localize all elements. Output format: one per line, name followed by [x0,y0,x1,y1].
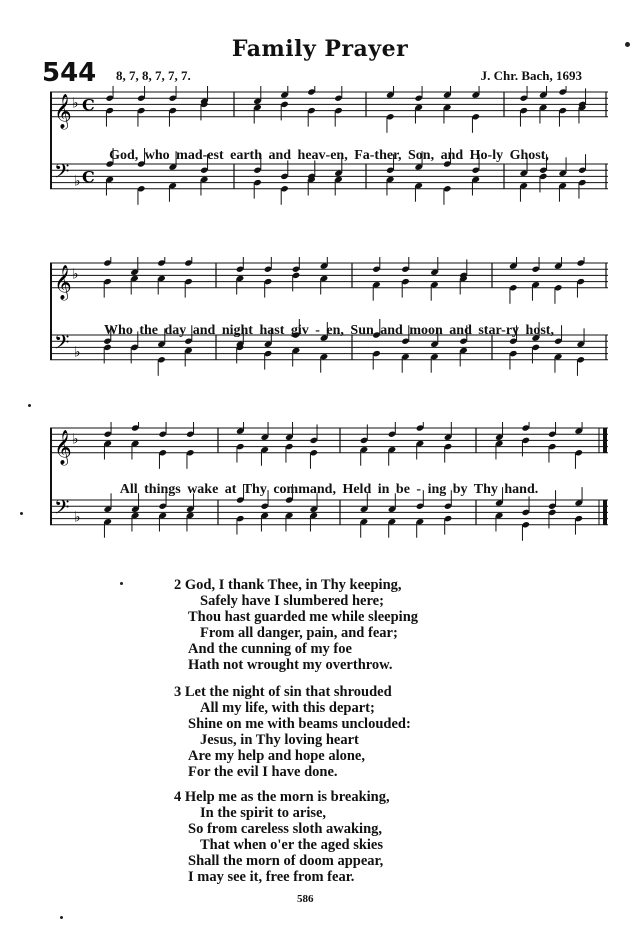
verse-2 [174,577,418,673]
svg-text:♭: ♭ [74,173,81,190]
svg-text:𝄞: 𝄞 [54,429,72,465]
verse-line: 3 Let the night of sin that shrouded [174,684,392,700]
verse-line: Thou hast guarded me while sleeping [188,609,419,625]
page-number: 586 [297,893,314,905]
print-speck [625,42,630,47]
music-system-2 [50,257,608,427]
hymn-meter: 8, 7, 8, 7, 7, 7. [116,68,191,83]
music-system-1 [50,86,608,256]
verse-line: Hath not wrought my overthrow. [188,657,393,673]
verse-line: Are my help and hope alone, [188,748,365,764]
verse-3 [174,684,411,780]
svg-text:𝄢: 𝄢 [54,495,70,524]
svg-text:𝄢: 𝄢 [54,330,70,359]
verse-line: 2 God, I thank Thee, in Thy keeping, [174,577,402,593]
print-speck [120,582,123,585]
svg-text:♭: ♭ [74,344,81,361]
svg-text:C: C [82,95,95,115]
svg-text:♭: ♭ [72,266,79,283]
hymn-number: 544 [42,58,97,88]
print-speck [20,512,23,515]
music-notation [50,257,608,387]
svg-text:𝄞: 𝄞 [54,264,72,300]
svg-text:♭: ♭ [72,95,79,112]
lyric-line-3: All things wake at Thy command, Held in be - ing by Thy hand. [119,482,539,497]
verse-line: All my life, with this depart; [200,700,375,716]
verse-line: Safely have I slumbered here; [200,593,384,609]
lyric-line-1: God, who mad-est earth and heav-en, Fa-ther, Son, and Ho-ly Ghost, [109,148,549,163]
svg-text:𝄢: 𝄢 [54,159,70,188]
hymn-title: Family Prayer [231,36,409,62]
verse-line: From all danger, pain, and fear; [200,625,398,641]
verse-line: I may see it, free from fear. [188,869,355,885]
print-speck [60,916,63,919]
print-speck [28,404,31,407]
svg-text:𝄞: 𝄞 [54,93,72,129]
verse-line: 4 Help me as the morn is breaking, [174,789,390,805]
hymn-composer: J. Chr. Bach, 1693 [480,68,582,83]
svg-text:♭: ♭ [74,509,81,526]
verse-line: Shine on me with beams unclouded: [188,716,411,732]
svg-text:♭: ♭ [72,431,79,448]
verse-line: So from careless sloth awaking, [188,821,383,837]
verse-4 [174,789,390,885]
svg-text:C: C [82,167,95,187]
lyric-line-2: Who the day and night hast giv - en, Sun and moon and star-ry host, [104,323,554,338]
verse-line: That when o'er the aged skies [200,837,384,853]
verse-line: Shall the morn of doom appear, [188,853,384,869]
verse-line: And the cunning of my foe [188,641,352,657]
verse-line: In the spirit to arise, [200,805,327,821]
verse-line: For the evil I have done. [188,764,338,780]
music-system-3 [50,422,608,592]
verse-line: Jesus, in Thy loving heart [200,732,359,748]
